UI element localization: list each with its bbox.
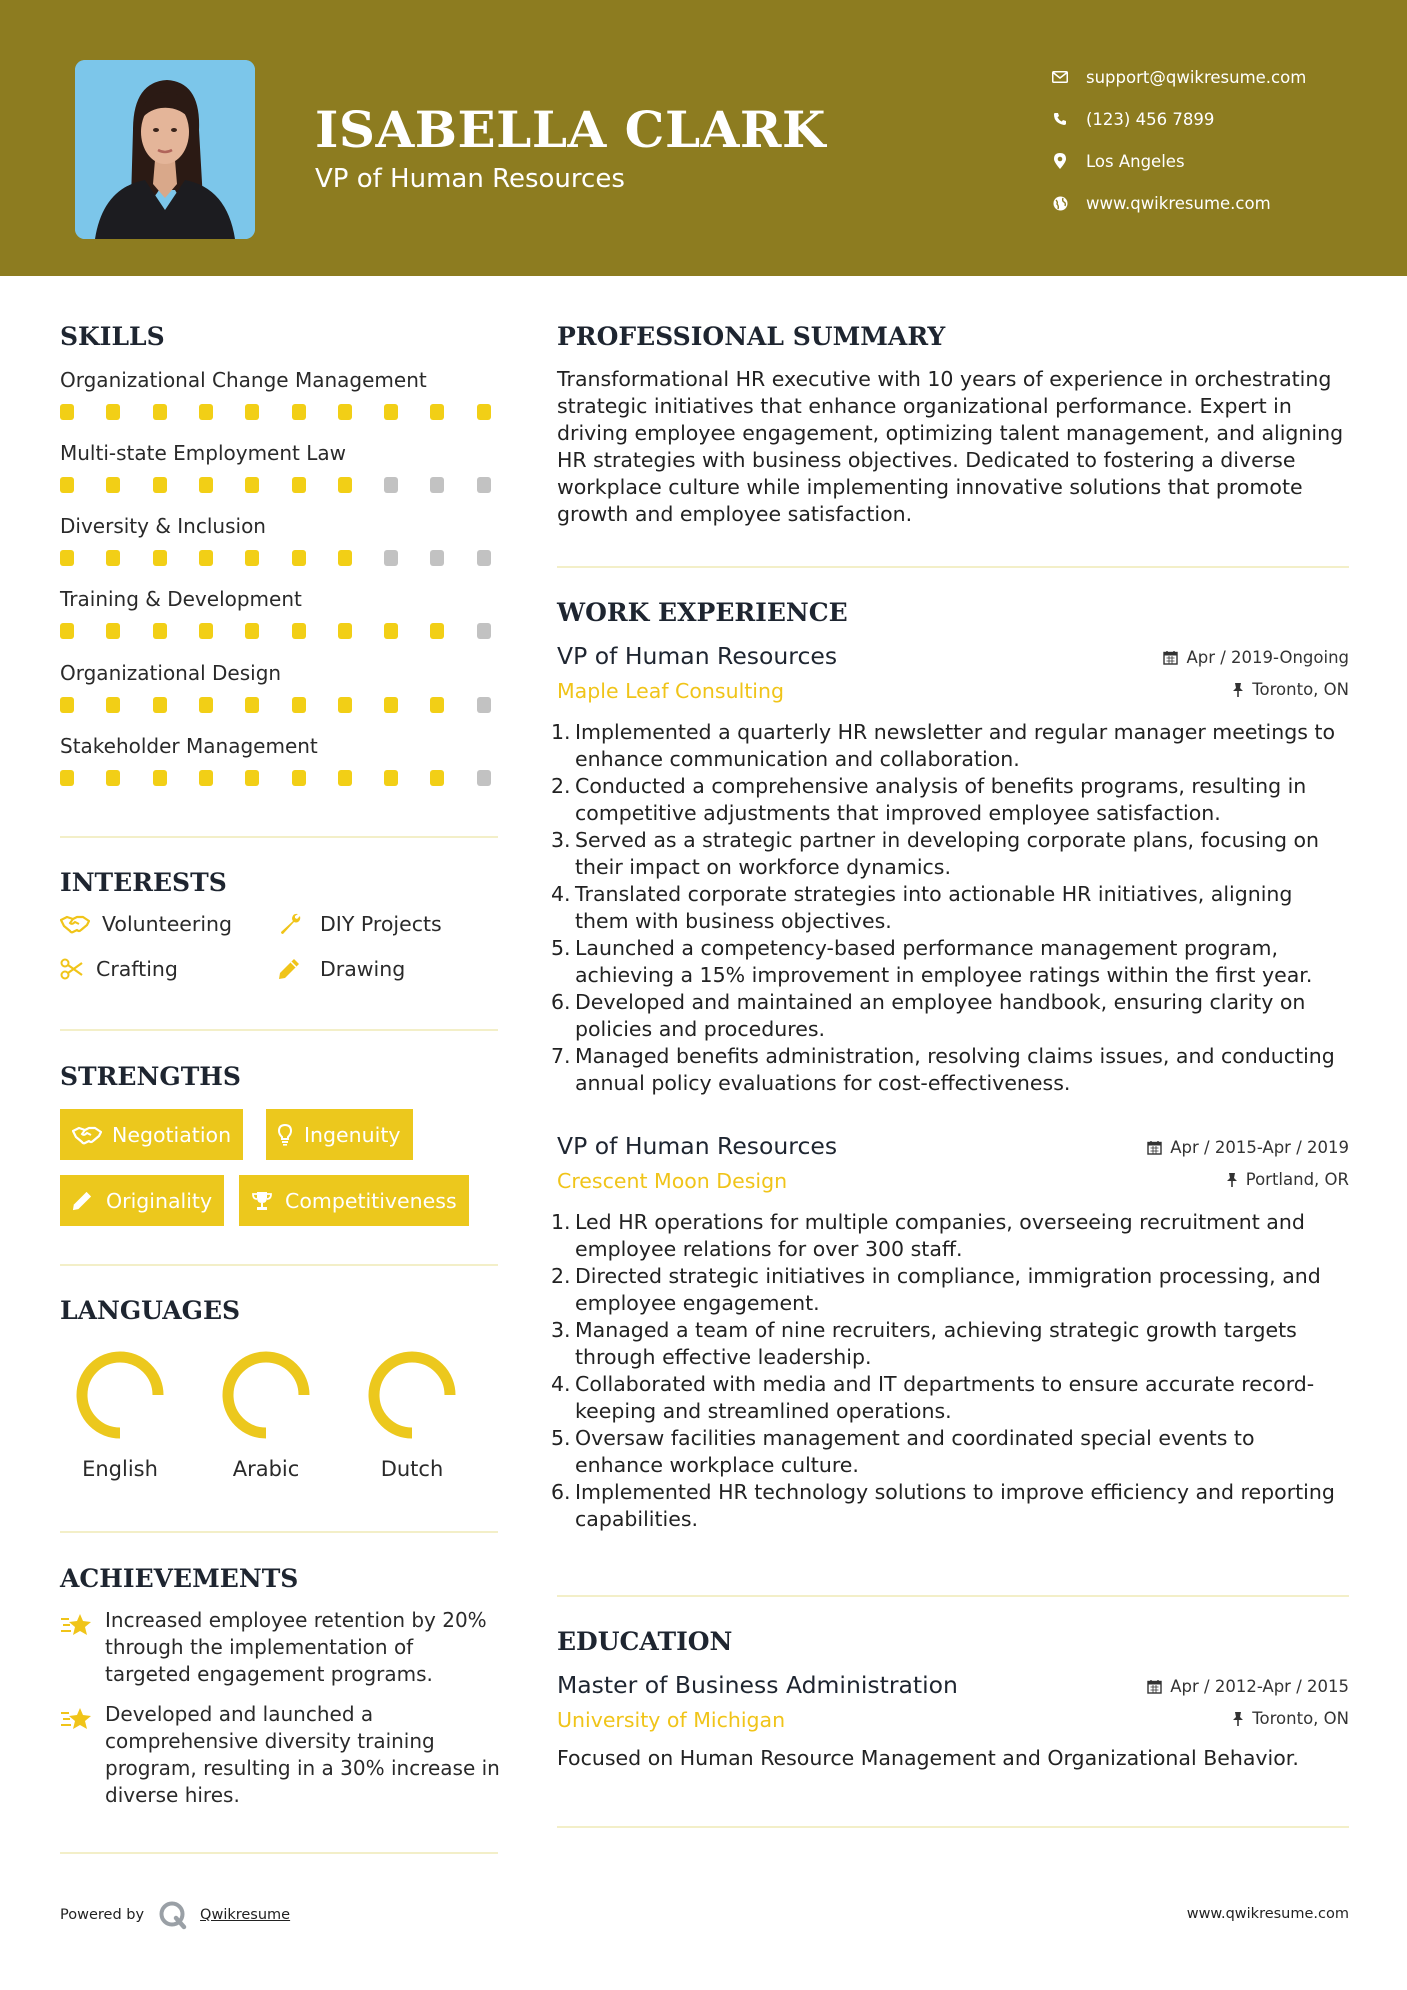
skill-dot-empty	[477, 477, 491, 493]
job-bullet: 5. Oversaw facilities management and coordinated special events to enhance workplace culture.	[551, 1426, 1255, 1477]
skill-dot-empty	[477, 550, 491, 566]
skill-dot-filled	[199, 550, 213, 566]
skills-heading: SKILLS	[60, 322, 165, 351]
job-bullet-text: Served as a strategic partner in developing corporate plans, focusing on their impact on workforce dynamics.	[575, 828, 1320, 879]
language-ring	[362, 1345, 462, 1445]
contact-email-text: support@qwikresume.com	[1086, 67, 1307, 87]
candidate-title: VP of Human Resources	[315, 164, 625, 194]
achievement-item	[60, 1701, 500, 1809]
job-bullets	[551, 1209, 1349, 1533]
skill-rating	[60, 767, 500, 789]
wrench-icon	[278, 912, 308, 936]
skill-dot-filled	[430, 697, 444, 713]
skill-dot-empty	[477, 697, 491, 713]
pushpin-icon	[1226, 1172, 1238, 1188]
achievement-text: Developed and launched a comprehensive diversity training program, resulting in a 30% increase in diverse hires.	[105, 1702, 500, 1807]
skill-dot-filled	[338, 404, 352, 420]
job-location-text: Toronto, ON	[1252, 680, 1349, 699]
contact-location-text: Los Angeles	[1086, 151, 1185, 171]
interest-item	[60, 912, 232, 936]
skill-dot-filled	[384, 404, 398, 420]
job-bullet: 5. Launched a competency-based performance management program, achieving a 15% improvement in employee ratings within the first year.	[551, 936, 1313, 987]
school-name: University of Michigan	[557, 1708, 786, 1732]
skill-dot-filled	[199, 477, 213, 493]
job-bullet: 2. Directed strategic initiatives in compliance, immigration processing, and employee engagement.	[551, 1264, 1321, 1315]
contact-website-text: www.qwikresume.com	[1086, 193, 1271, 213]
skill-name: Diversity & Inclusion	[60, 514, 266, 538]
job-entry	[551, 642, 1349, 1095]
interest-item	[60, 957, 178, 981]
job-bullet: 4. Collaborated with media and IT departments to ensure accurate record-keeping and streamlined operations.	[551, 1372, 1315, 1423]
job-title: VP of Human Resources	[557, 642, 838, 670]
lightbulb-icon	[278, 1123, 294, 1147]
qwikresume-link[interactable]: Qwikresume	[200, 1907, 291, 1923]
job-date-text: Apr / 2019-Ongoing	[1186, 648, 1349, 667]
skill-dot-filled	[338, 623, 352, 639]
skill-item	[60, 514, 500, 569]
scissors-icon	[60, 957, 84, 981]
skill-dot-filled	[338, 477, 352, 493]
section-divider	[557, 566, 1349, 568]
skill-dot-filled	[292, 477, 306, 493]
strength-label: Negotiation	[112, 1122, 232, 1147]
skill-dot-filled	[338, 550, 352, 566]
powered-by-text: Powered by	[60, 1907, 145, 1923]
pushpin-icon	[1232, 682, 1244, 698]
skill-dot-filled	[477, 404, 491, 420]
summary-heading: PROFESSIONAL SUMMARY	[557, 322, 946, 351]
skill-dot-filled	[384, 623, 398, 639]
strength-badge	[266, 1109, 413, 1160]
experience-heading: WORK EXPERIENCE	[557, 598, 848, 627]
qwikresume-logo-icon	[158, 1900, 188, 1930]
job-bullets	[551, 719, 1349, 1097]
handshake-icon	[60, 912, 90, 936]
job-date	[1147, 1138, 1349, 1157]
skill-item	[60, 441, 500, 496]
skill-dot-filled	[384, 770, 398, 786]
job-location	[1226, 1170, 1349, 1189]
map-pin-icon	[1050, 151, 1070, 171]
skill-dot-empty	[384, 550, 398, 566]
skill-dot-filled	[245, 550, 259, 566]
strength-badge	[60, 1175, 224, 1226]
skill-item	[60, 587, 500, 642]
skill-dot-filled	[292, 623, 306, 639]
contact-list	[1050, 56, 1306, 224]
skill-item	[60, 734, 500, 789]
skill-dot-filled	[245, 623, 259, 639]
job-location-text: Portland, OR	[1245, 1170, 1349, 1189]
contact-phone-text: (123) 456 7899	[1086, 109, 1215, 129]
calendar-icon	[1147, 1679, 1162, 1694]
interest-label: DIY Projects	[320, 912, 442, 936]
section-divider	[60, 1264, 498, 1266]
skill-dot-filled	[106, 770, 120, 786]
skill-dot-filled	[292, 770, 306, 786]
calendar-icon	[1147, 1140, 1162, 1155]
skill-dot-filled	[60, 770, 74, 786]
language-item	[201, 1345, 331, 1481]
skill-dot-filled	[430, 404, 444, 420]
skill-dot-filled	[153, 623, 167, 639]
education-date-text: Apr / 2012-Apr / 2015	[1170, 1677, 1349, 1696]
interest-label: Volunteering	[102, 912, 233, 936]
job-bullet-text: Implemented HR technology solutions to improve efficiency and reporting capabilities.	[575, 1480, 1335, 1531]
skill-dot-filled	[199, 404, 213, 420]
skill-dot-filled	[199, 697, 213, 713]
interest-item	[278, 912, 442, 936]
achievement-text: Increased employee retention by 20% through the implementation of targeted engagement programs.	[105, 1608, 487, 1686]
strengths-heading: STRENGTHS	[60, 1062, 241, 1091]
skill-name: Multi-state Employment Law	[60, 441, 346, 465]
language-name: English	[82, 1457, 158, 1481]
skill-name: Organizational Design	[60, 661, 282, 685]
skill-rating	[60, 474, 500, 496]
job-bullet: 4. Translated corporate strategies into actionable HR initiatives, aligning them with business objectives.	[551, 882, 1293, 933]
degree-title: Master of Business Administration	[557, 1671, 958, 1699]
skill-dot-empty	[430, 477, 444, 493]
skill-dot-filled	[60, 404, 74, 420]
job-date-text: Apr / 2015-Apr / 2019	[1170, 1138, 1349, 1157]
skill-dot-filled	[199, 623, 213, 639]
skill-dot-filled	[106, 404, 120, 420]
section-divider	[557, 1595, 1349, 1597]
pencil-icon	[278, 957, 308, 981]
envelope-icon	[1050, 67, 1070, 87]
skill-dot-filled	[384, 697, 398, 713]
job-bullet: 2. Conducted a comprehensive analysis of benefits programs, resulting in competitive adjustments that improved employee satisfaction.	[551, 774, 1307, 825]
skill-dot-filled	[153, 477, 167, 493]
shooting-star-icon	[60, 1611, 94, 1639]
education-location	[1232, 1709, 1349, 1728]
profile-photo	[75, 60, 255, 239]
job-bullet-text: Managed benefits administration, resolving claims issues, and conducting annual policy evaluations for cost-effectiveness.	[575, 1044, 1335, 1095]
skill-dot-filled	[292, 404, 306, 420]
skill-name: Stakeholder Management	[60, 734, 318, 758]
skill-dot-filled	[338, 697, 352, 713]
education-heading: EDUCATION	[557, 1627, 733, 1656]
skill-dot-empty	[430, 550, 444, 566]
contact-website[interactable]	[1050, 182, 1306, 224]
job-bullet-text: Led HR operations for multiple companies, overseeing recruitment and employee relations for over 300 staff.	[575, 1210, 1305, 1261]
skill-dot-filled	[245, 477, 259, 493]
skill-rating	[60, 620, 500, 642]
section-divider	[60, 1852, 498, 1854]
section-divider	[557, 1826, 1349, 1828]
job-date	[1163, 648, 1349, 667]
contact-phone[interactable]	[1050, 98, 1306, 140]
pushpin-icon	[1232, 1711, 1244, 1727]
pencil-icon	[72, 1189, 96, 1213]
contact-email[interactable]	[1050, 56, 1306, 98]
skill-dot-filled	[153, 697, 167, 713]
skill-dot-empty	[384, 477, 398, 493]
job-bullet-text: Conducted a comprehensive analysis of benefits programs, resulting in competitive adjustments that improved employee satisfaction.	[575, 774, 1307, 825]
job-bullet: 7. Managed benefits administration, resolving claims issues, and conducting annual policy evaluations for cost-effectiveness.	[551, 1044, 1335, 1095]
trophy-icon	[251, 1189, 275, 1213]
job-bullet-text: Oversaw facilities management and coordinated special events to enhance workplace culture.	[575, 1426, 1255, 1477]
footer-powered-by	[60, 1900, 290, 1930]
skill-dot-filled	[106, 623, 120, 639]
skill-dot-empty	[477, 770, 491, 786]
job-bullet-text: Directed strategic initiatives in compliance, immigration processing, and employee engagement.	[575, 1264, 1321, 1315]
job-bullet-text: Collaborated with media and IT departments to ensure accurate record-keeping and streamlined operations.	[575, 1372, 1315, 1423]
skill-dot-empty	[477, 623, 491, 639]
education-entry	[557, 1671, 1349, 1781]
skill-dot-filled	[430, 623, 444, 639]
achievement-item	[60, 1607, 500, 1688]
skill-rating	[60, 547, 500, 569]
skill-rating	[60, 694, 500, 716]
education-date	[1147, 1677, 1349, 1696]
skill-dot-filled	[199, 770, 213, 786]
interests-heading: INTERESTS	[60, 868, 227, 897]
skill-dot-filled	[106, 477, 120, 493]
shooting-star-icon	[60, 1705, 94, 1733]
job-company: Crescent Moon Design	[557, 1169, 788, 1193]
skill-dot-filled	[153, 404, 167, 420]
language-ring	[70, 1345, 170, 1445]
strength-badge	[60, 1109, 243, 1160]
language-ring	[216, 1345, 316, 1445]
skill-name: Organizational Change Management	[60, 368, 427, 392]
strength-badge	[239, 1175, 469, 1226]
strength-label: Ingenuity	[304, 1122, 401, 1147]
interest-item	[278, 957, 405, 981]
education-description: Focused on Human Resource Management and Organizational Behavior.	[557, 1746, 1299, 1770]
job-entry	[551, 1132, 1349, 1531]
job-bullet-text: Implemented a quarterly HR newsletter and regular manager meetings to enhance communication and collaboration.	[575, 720, 1336, 771]
skill-rating	[60, 401, 500, 423]
job-bullet: 1. Led HR operations for multiple companies, overseeing recruitment and employee relations for over 300 staff.	[551, 1210, 1305, 1261]
job-bullet-text: Developed and maintained an employee handbook, ensuring clarity on policies and procedures.	[575, 990, 1306, 1041]
interest-label: Crafting	[96, 957, 178, 981]
skill-item	[60, 661, 500, 716]
job-bullet: 3. Served as a strategic partner in developing corporate plans, focusing on their impact on workforce dynamics.	[551, 828, 1320, 879]
skill-dot-filled	[292, 550, 306, 566]
contact-location	[1050, 140, 1306, 182]
skill-dot-filled	[60, 623, 74, 639]
skill-dot-filled	[106, 550, 120, 566]
job-bullet-text: Translated corporate strategies into actionable HR initiatives, aligning them with business objectives.	[575, 882, 1293, 933]
skill-item	[60, 368, 500, 423]
language-name: Dutch	[380, 1457, 444, 1481]
calendar-icon	[1163, 650, 1178, 665]
skill-name: Training & Development	[60, 587, 302, 611]
skill-dot-filled	[430, 770, 444, 786]
candidate-name: ISABELLA CLARK	[315, 100, 826, 159]
job-bullet: 3. Managed a team of nine recruiters, achieving strategic growth targets through effective leadership.	[551, 1318, 1297, 1369]
language-item	[347, 1345, 477, 1481]
job-bullet-text: Launched a competency-based performance management program, achieving a 15% improvement in employee ratings within the first year.	[575, 936, 1313, 987]
education-location-text: Toronto, ON	[1252, 1709, 1349, 1728]
language-item	[55, 1345, 185, 1481]
section-divider	[60, 836, 498, 838]
job-location	[1232, 680, 1349, 699]
section-divider	[60, 1029, 498, 1031]
job-company: Maple Leaf Consulting	[557, 679, 785, 703]
skill-dot-filled	[153, 770, 167, 786]
skill-dot-filled	[153, 550, 167, 566]
skill-dot-filled	[245, 404, 259, 420]
skill-dot-filled	[245, 697, 259, 713]
globe-icon	[1050, 193, 1070, 213]
job-bullet: 1. Implemented a quarterly HR newsletter and regular manager meetings to enhance communication and collaboration.	[551, 720, 1336, 771]
resume-header	[0, 0, 1407, 276]
skill-dot-filled	[245, 770, 259, 786]
skill-dot-filled	[338, 770, 352, 786]
job-bullet: 6. Developed and maintained an employee handbook, ensuring clarity on policies and procedures.	[551, 990, 1306, 1041]
skill-dot-filled	[106, 697, 120, 713]
interest-label: Drawing	[320, 957, 406, 981]
section-divider	[60, 1531, 498, 1533]
skill-dot-filled	[60, 697, 74, 713]
language-name: Arabic	[232, 1457, 300, 1481]
job-title: VP of Human Resources	[557, 1132, 838, 1160]
job-bullet-text: Managed a team of nine recruiters, achieving strategic growth targets through effective leadership.	[575, 1318, 1297, 1369]
skill-dot-filled	[60, 477, 74, 493]
handshake-icon	[72, 1123, 102, 1147]
languages-heading: LANGUAGES	[60, 1296, 241, 1325]
summary-text: Transformational HR executive with 10 years of experience in orchestrating strategic initiatives that enhance organizational performance. Expert in driving employee engagement, optimizing talent management, and aligning HR strategies with business objectives. Dedicated to fostering a diverse workplace culture while implementing innovative solutions that promote growth and employee satisfaction.	[557, 367, 1344, 526]
skill-dot-filled	[292, 697, 306, 713]
footer-website[interactable]: www.qwikresume.com	[1186, 1906, 1349, 1922]
skill-dot-filled	[60, 550, 74, 566]
strength-label: Competitiveness	[285, 1188, 457, 1213]
phone-icon	[1050, 109, 1070, 129]
strength-label: Originality	[106, 1188, 213, 1213]
achievements-heading: ACHIEVEMENTS	[60, 1564, 299, 1593]
job-bullet: 6. Implemented HR technology solutions to improve efficiency and reporting capabilities.	[551, 1480, 1335, 1531]
